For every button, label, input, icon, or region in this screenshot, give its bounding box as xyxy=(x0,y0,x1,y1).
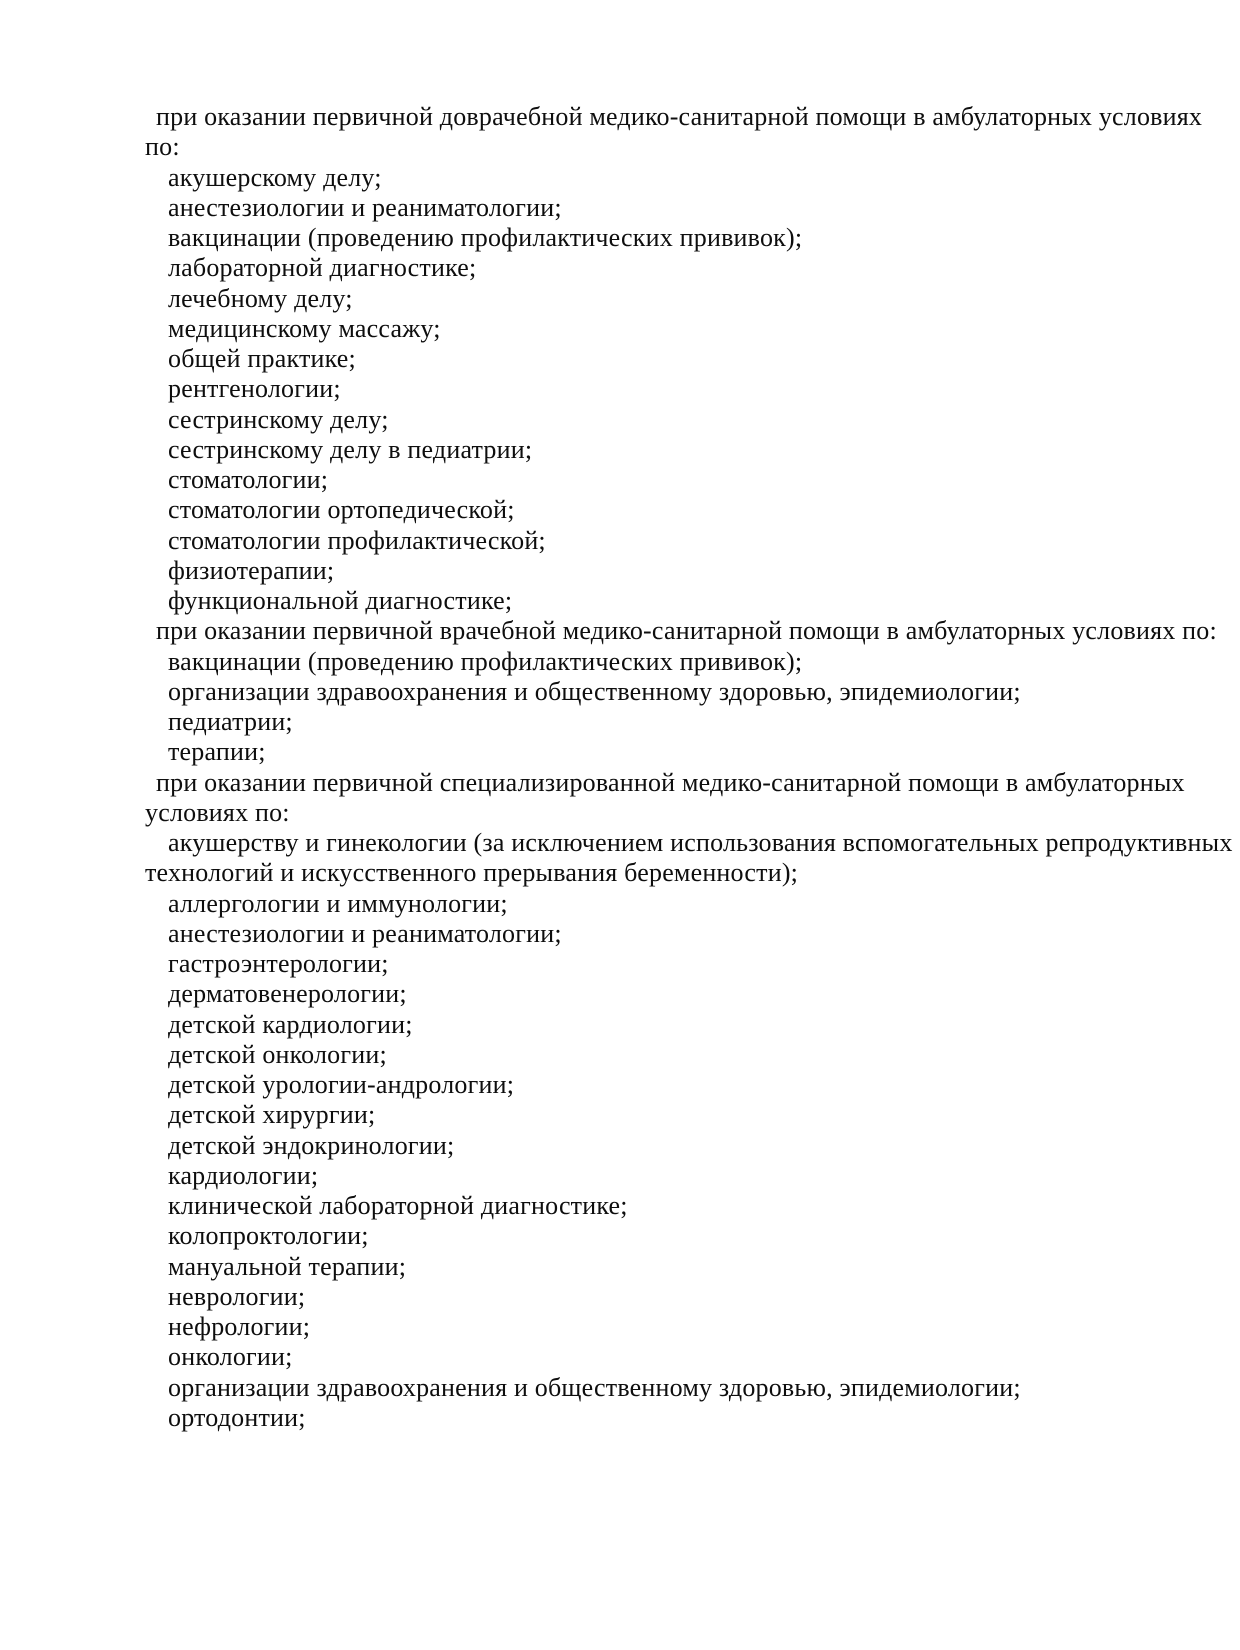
text-line: лечебному делу; xyxy=(168,283,353,313)
text-line: общей практике; xyxy=(168,344,356,373)
text-line: клинической лабораторной диагностике; xyxy=(168,1191,628,1220)
text-line: детской хирургии; xyxy=(168,1100,376,1130)
text-line: рентгенологии; xyxy=(168,374,341,404)
text-line: стоматологии ортопедической; xyxy=(168,495,515,525)
text-line: онкологии; xyxy=(168,1342,293,1372)
text-line: при оказании первичной специализированной медико-санитарной помощи в амбулаторных xyxy=(156,767,1185,797)
text-line: вакцинации (проведению профилактических прививок); xyxy=(168,223,803,252)
text-line: сестринскому делу; xyxy=(168,404,389,434)
text-line: стоматологии; xyxy=(168,465,329,494)
text-line: сестринскому делу в педиатрии; xyxy=(168,434,533,464)
text-line: организации здравоохранения и общественному здоровью, эпидемиологии; xyxy=(168,1372,1021,1402)
text-line: гастроэнтерологии; xyxy=(168,949,389,978)
text-line: физиотерапии; xyxy=(168,555,335,585)
text-line: акушерскому делу; xyxy=(168,162,382,192)
text-line: по: xyxy=(145,132,180,162)
text-line: неврологии; xyxy=(168,1281,306,1311)
text-line: анестезиологии и реаниматологии; xyxy=(168,918,562,948)
text-line: мануальной терапии; xyxy=(168,1251,407,1281)
text-line: колопроктологии; xyxy=(168,1221,369,1251)
text-line: акушерству и гинекологии (за исключением использования вспомогательных репродуктивных xyxy=(168,828,1233,857)
text-line: нефрологии; xyxy=(168,1312,311,1341)
text-line: дерматовенерологии; xyxy=(168,979,407,1009)
text-line: лабораторной диагностике; xyxy=(168,253,477,283)
text-line: условиях по: xyxy=(145,797,290,827)
text-line: вакцинации (проведению профилактических прививок); xyxy=(168,646,803,676)
text-line: детской кардиологии; xyxy=(168,1009,413,1039)
text-line: технологий и искусственного прерывания беременности); xyxy=(145,858,799,888)
text-line: стоматологии профилактической; xyxy=(168,525,546,555)
text-line: анестезиологии и реаниматологии; xyxy=(168,192,562,222)
text-line: ортодонтии; xyxy=(168,1402,306,1432)
text-line: при оказании первичной доврачебной медико-санитарной помощи в амбулаторных условиях xyxy=(156,102,1203,131)
text-line: кардиологии; xyxy=(168,1160,319,1190)
text-line: детской онкологии; xyxy=(168,1039,387,1069)
text-line: медицинскому массажу; xyxy=(168,313,441,343)
text-line: педиатрии; xyxy=(168,707,293,736)
document-lines xyxy=(145,102,1233,1433)
text-line: детской урологии-андрологии; xyxy=(168,1070,515,1099)
text-line: при оказании первичной врачебной медико-санитарной помощи в амбулаторных условиях по: xyxy=(156,616,1217,646)
text-line: аллергологии и иммунологии; xyxy=(168,888,508,918)
text-line: терапии; xyxy=(168,737,266,767)
text-line: организации здравоохранения и общественному здоровью, эпидемиологии; xyxy=(168,676,1021,706)
text-line: функциональной диагностике; xyxy=(168,586,513,615)
text-line: детской эндокринологии; xyxy=(168,1130,455,1160)
